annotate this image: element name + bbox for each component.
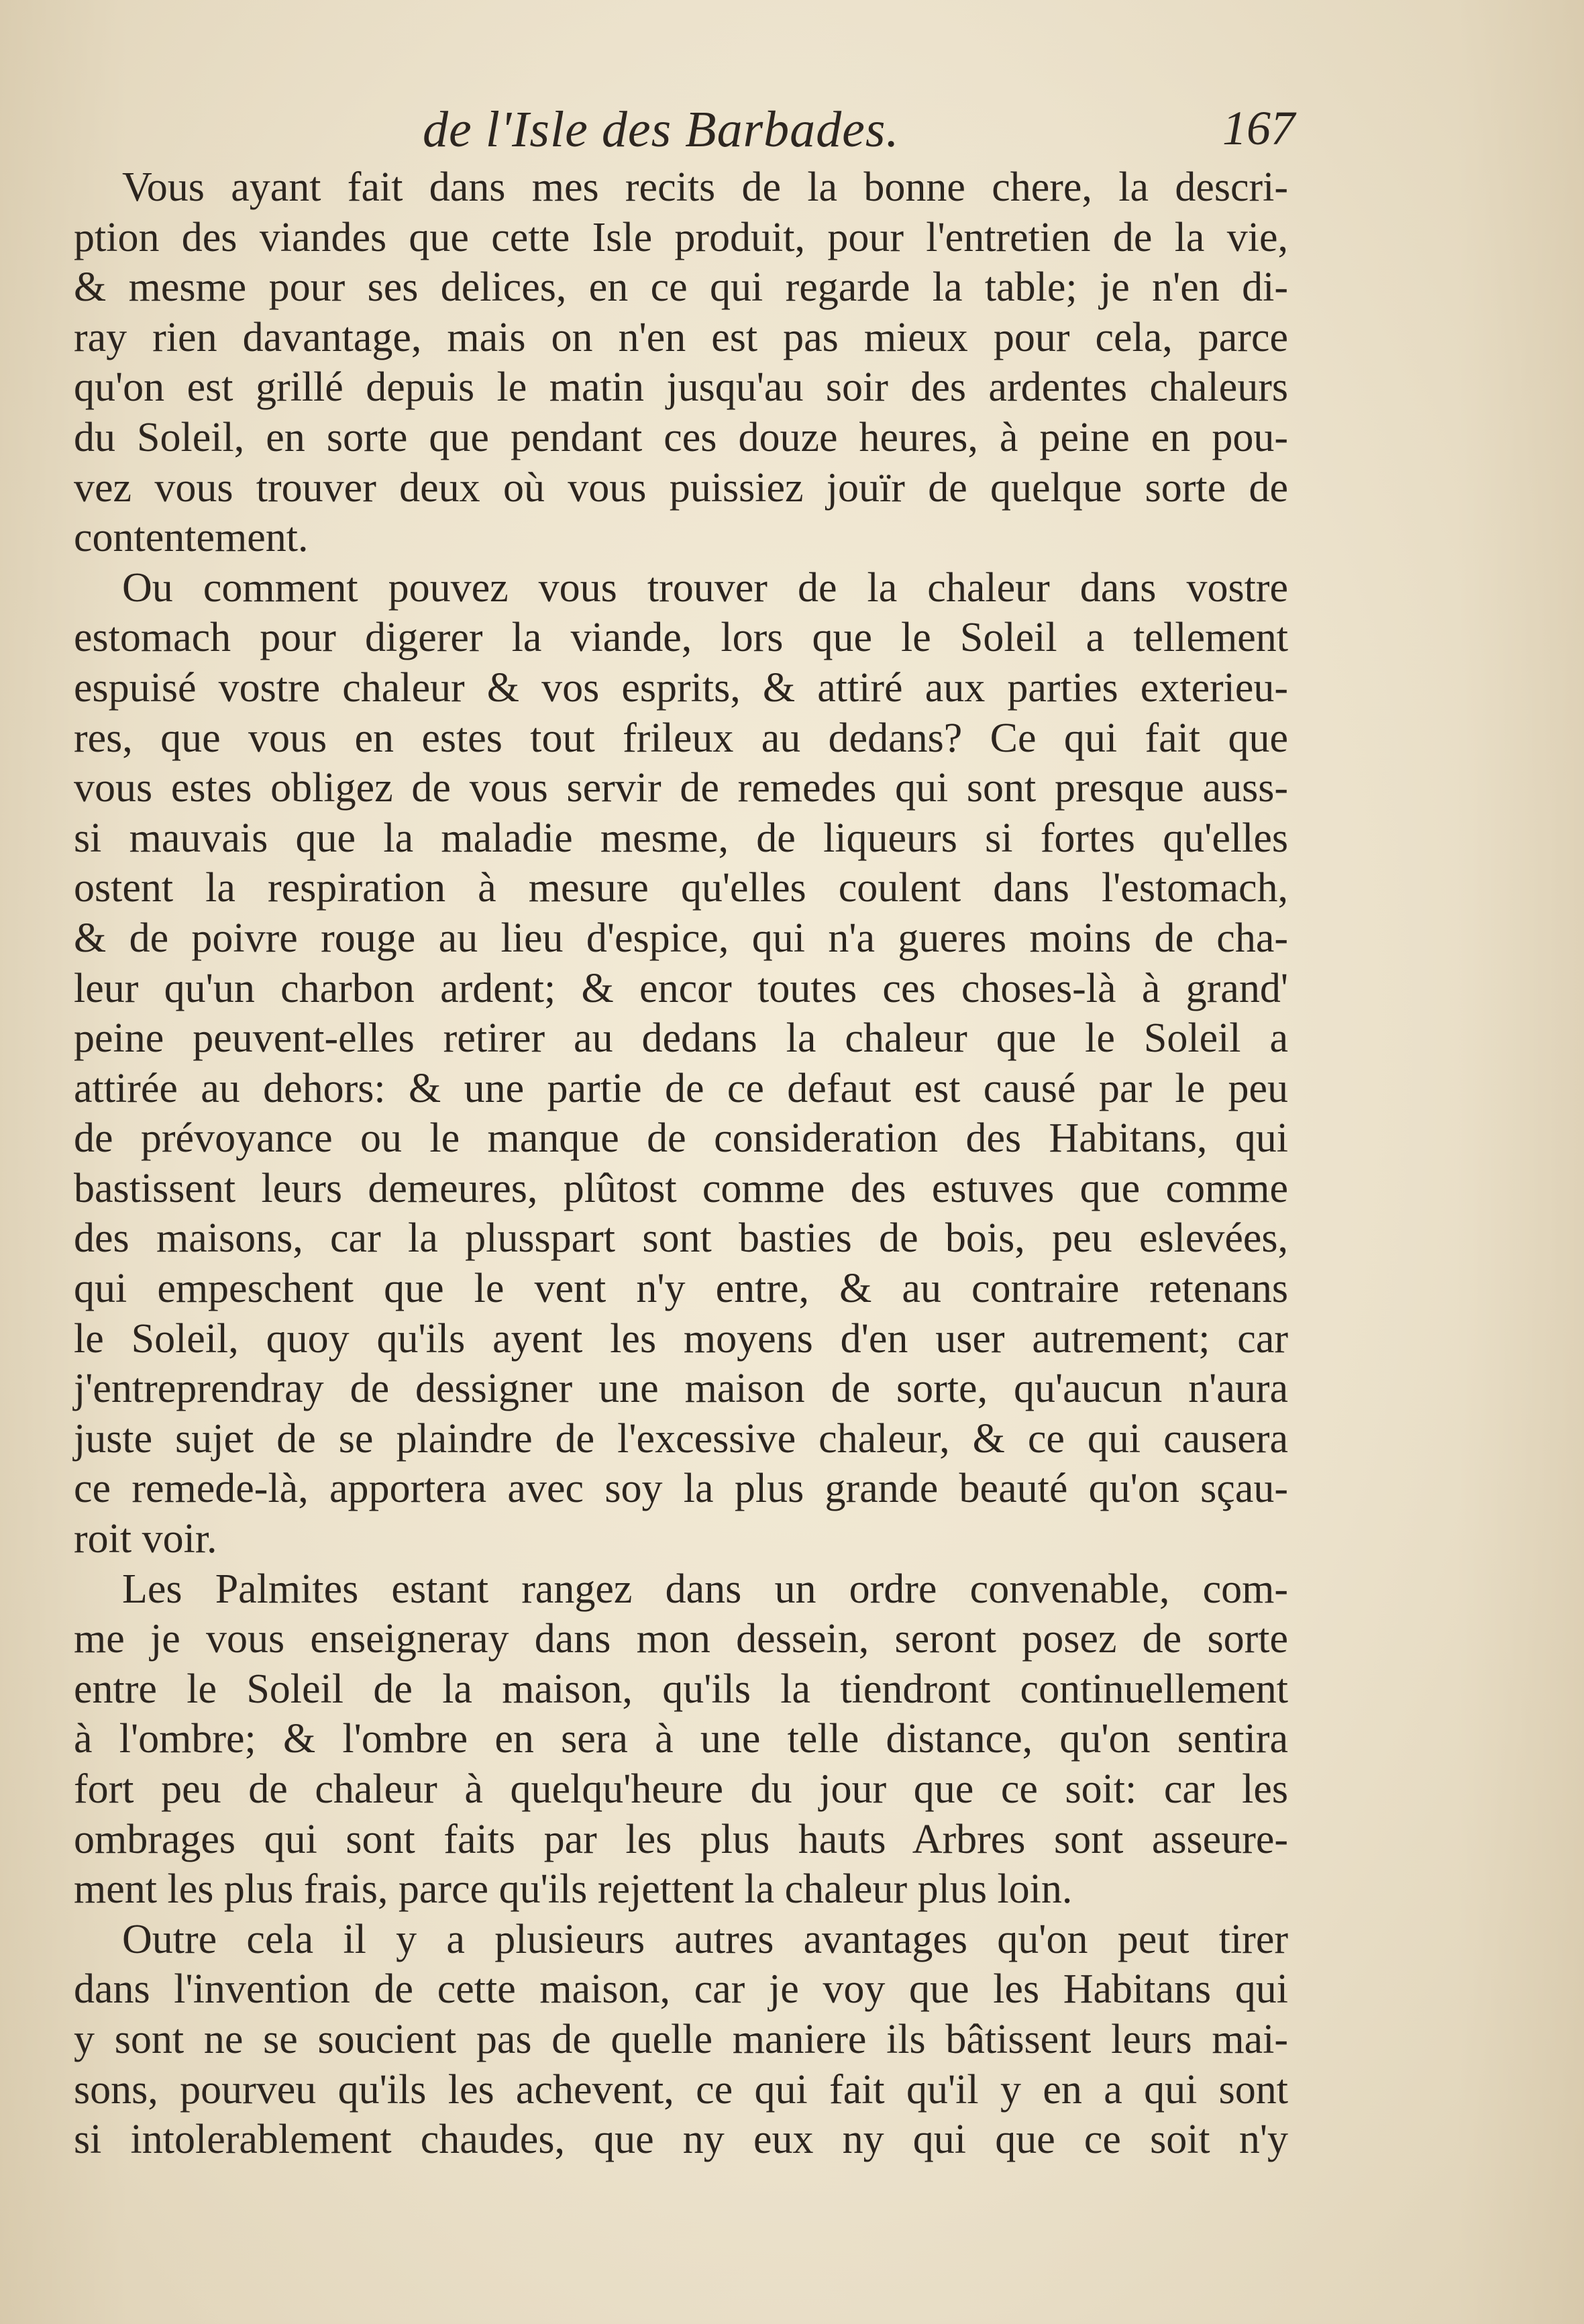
running-title: de l'Isle des Barbades.: [423, 101, 900, 158]
text-line: Les Palmites estant rangez dans un ordre convenable, com-: [122, 1566, 1288, 1612]
text-line: y sont ne se soucient pas de quelle maniere ils bâtissent leurs mai-: [74, 2016, 1288, 2062]
text-line: à l'ombre; & l'ombre en sera à une telle distance, qu'on sentira: [74, 1716, 1288, 1762]
text-line: ray rien davantage, mais on n'en est pas mieux pour cela, parce: [74, 314, 1288, 360]
text-line: res, que vous en estes tout frileux au dedans? Ce qui fait que: [74, 715, 1288, 761]
text-line: qu'on est grillé depuis le matin jusqu'au soir des ardentes chaleurs: [74, 364, 1288, 411]
text-line: juste sujet de se plaindre de l'excessive chaleur, & ce qui causera: [74, 1415, 1288, 1462]
text-line: fort peu de chaleur à quelqu'heure du jour que ce soit: car les: [74, 1766, 1288, 1812]
text-line: bastissent leurs demeures, plûtost comme des estuves que comme: [74, 1165, 1288, 1211]
text-line: de prévoyance ou le manque de consideration des Habitans, qui: [74, 1115, 1288, 1162]
text-line: ment les plus frais, parce qu'ils rejettent la chaleur plus loin.: [74, 1866, 1073, 1913]
text-line: Outre cela il y a plusieurs autres avantages qu'on peut tirer: [122, 1916, 1288, 1962]
text-line: du Soleil, en sorte que pendant ces douze heures, à peine en pou-: [74, 414, 1288, 460]
text-line: estomach pour digerer la viande, lors que le Soleil a tellement: [74, 615, 1288, 661]
text-line: contentement.: [74, 515, 309, 561]
text-line: roit voir.: [74, 1516, 217, 1562]
text-line: ce remede-là, apportera avec soy la plus grande beauté qu'on sçau-: [74, 1466, 1288, 1512]
text-line: j'entreprendray de dessigner une maison de sorte, qu'aucun n'aura: [74, 1366, 1288, 1412]
text-line: ption des viandes que cette Isle produit, pour l'entretien de la vie,: [74, 214, 1288, 260]
text-line: des maisons, car la plusspart sont basties de bois, peu eslevées,: [74, 1215, 1288, 1262]
text-line: si intolerablement chaudes, que ny eux ny qui que ce soit n'y: [74, 2117, 1288, 2163]
text-line: peine peuvent-elles retirer au dedans la chaleur que le Soleil a: [74, 1015, 1288, 1062]
text-line: ombrages qui sont faits par les plus hauts Arbres sont asseure-: [74, 1816, 1288, 1862]
body-text: [74, 162, 1288, 2165]
text-line: leur qu'un charbon ardent; & encor toutes ces choses-là à grand': [74, 965, 1288, 1011]
page-number: 167: [1222, 101, 1295, 155]
text-line: attirée au dehors: & une partie de ce defaut est causé par le peu: [74, 1065, 1288, 1111]
text-line: vous estes obligez de vous servir de remedes qui sont presque auss-: [74, 765, 1288, 811]
text-line: vez vous trouver deux où vous puissiez jouïr de quelque sorte de: [74, 464, 1288, 511]
text-line: Ou comment pouvez vous trouver de la chaleur dans vostre: [122, 564, 1288, 611]
text-line: ostent la respiration à mesure qu'elles coulent dans l'estomach,: [74, 865, 1288, 911]
text-line: si mauvais que la maladie mesme, de liqueurs si fortes qu'elles: [74, 815, 1288, 861]
text-line: qui empeschent que le vent n'y entre, & au contraire retenans: [74, 1266, 1288, 1312]
text-line: me je vous enseigneray dans mon dessein, seront posez de sorte: [74, 1616, 1288, 1662]
text-line: & mesme pour ses delices, en ce qui regarde la table; je n'en di-: [74, 264, 1288, 311]
text-line: entre le Soleil de la maison, qu'ils la tiendront continuellement: [74, 1666, 1288, 1712]
text-line: Vous ayant fait dans mes recits de la bonne chere, la descri-: [122, 164, 1288, 210]
text-line: le Soleil, quoy qu'ils ayent les moyens d'en user autrement; car: [74, 1315, 1288, 1362]
text-line: dans l'invention de cette maison, car je voy que les Habitans qui: [74, 1966, 1288, 2013]
text-line: sons, pourveu qu'ils les achevent, ce qui fait qu'il y en a qui sont: [74, 2066, 1288, 2113]
text-line: & de poivre rouge au lieu d'espice, qui n'a gueres moins de cha-: [74, 915, 1288, 961]
text-line: espuisé vostre chaleur & vos esprits, & attiré aux parties exterieu-: [74, 664, 1288, 711]
